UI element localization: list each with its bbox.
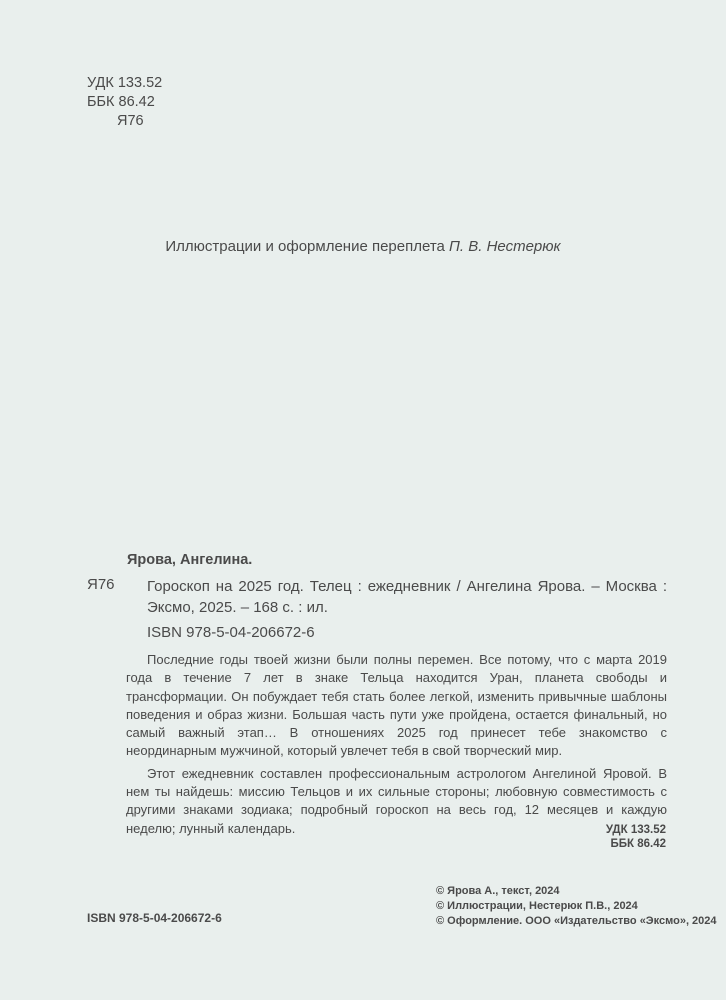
illustrations-credit <box>0 238 726 255</box>
copyright-illustrations: © Иллюстрации, Нестерюк П.В., 2024 <box>436 900 638 912</box>
author-heading: Ярова, Ангелина. <box>127 552 253 568</box>
isbn-bottom: ISBN 978-5-04-206672-6 <box>87 911 222 925</box>
copyright-block <box>436 884 717 929</box>
copyright-text: © Ярова А., текст, 2024 <box>436 885 560 897</box>
author-sign: Я76 <box>117 113 144 129</box>
annotation-paragraph: Последние годы твоей жизни были полны перемен. Все потому, что с марта 2019 года в течение 7 лет в знаке Тельца находится Уран, планета свободы и трансформации. Он побуждает тебя стать более легкой, изменить привычные шаблоны поведения и образ жизни. Большая часть пути уже пройдена, остается финальный, но самый важный этап… В отношениях 2025 год принесет тебе знакомство с неординарным мужчиной, который увлечет тебя в свой творческий мир. <box>126 652 667 759</box>
annotation-paragraph: Этот ежедневник составлен профессиональным астрологом Ангелиной Яровой. В нем ты найдешь: миссию Тельцов и их сильные стороны; любовную совместимость с другими знаками зодиака; подробный гороскоп на весь год, 12 месяцев и каждую неделю; лунный календарь. <box>126 765 667 836</box>
udk-code: УДК 133.52 <box>87 75 163 91</box>
annotation <box>126 651 667 842</box>
classifier-sign: Я76 <box>87 576 115 593</box>
bbk-code: ББК 86.42 <box>610 838 666 850</box>
illustrator-name: П. В. Нестерюк <box>449 238 561 255</box>
classification-codes-top <box>87 74 162 131</box>
copyright-design: © Оформление. ООО «Издательство «Эксмо», 2024 <box>436 915 717 927</box>
classification-codes-right <box>606 823 666 851</box>
udk-code: УДК 133.52 <box>605 824 666 836</box>
isbn-record: ISBN 978-5-04-206672-6 <box>147 624 315 641</box>
illustrations-label: Иллюстрации и оформление переплета <box>165 238 450 255</box>
bbk-code: ББК 86.42 <box>87 94 155 110</box>
title-description: Гороскоп на 2025 год. Телец : ежедневник / Ангелина Ярова. – Москва : Эксмо, 2025. – 168 с. : ил. <box>147 578 667 616</box>
